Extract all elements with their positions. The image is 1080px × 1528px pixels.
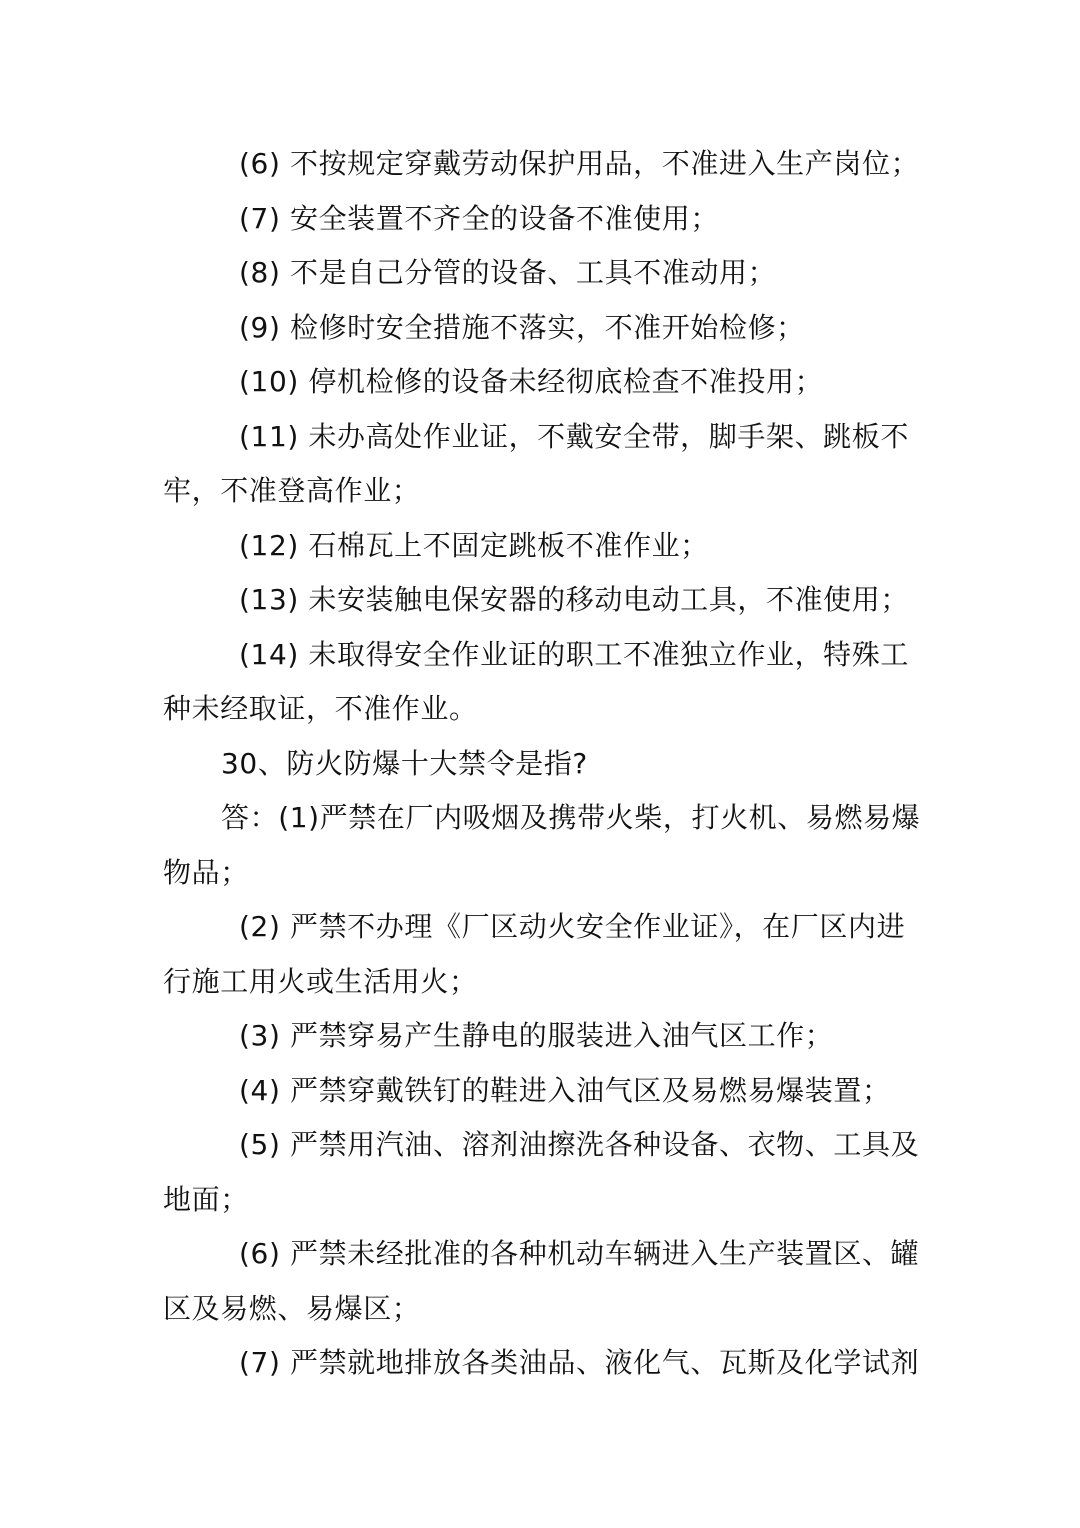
answer-item-4: (4) 严禁穿戴铁钉的鞋进入油气区及易燃易爆装置； <box>239 1073 891 1107</box>
rule-item-13: (13) 未安装触电保安器的移动电动工具，不准使用； <box>239 583 909 616</box>
rule-item-11: (11) 未办高处作业证，不戴安全带，脚手架、跳板不牢，不准登高作业； <box>163 419 909 507</box>
rule-item-8: (8) 不是自己分管的设备、工具不准动用； <box>239 256 777 289</box>
answer-item-6: (6) 严禁未经批准的各种机动车辆进入生产装置区、罐区及易燃、易爆区； <box>163 1237 920 1325</box>
rule-item-10: (10) 停机检修的设备未经彻底检查不准投用； <box>239 365 824 398</box>
rule-item-14: (14) 未取得安全作业证的职工不准独立作业，特殊工种未经取证，不准作业。 <box>163 637 909 725</box>
answer-item-5: (5) 严禁用汽油、溶剂油擦洗各种设备、衣物、工具及地面； <box>163 1128 920 1216</box>
answer-item-7: (7) 严禁就地排放各类油品、液化气、瓦斯及化学试剂 <box>239 1346 920 1379</box>
rule-item-6: (6) 不按规定穿戴劳动保护用品，不准进入生产岗位； <box>239 147 920 180</box>
answer-item-3: (3) 严禁穿易产生静电的服装进入油气区工作； <box>239 1019 834 1052</box>
question-30: 30、防火防爆十大禁令是指? <box>221 746 588 780</box>
rule-item-7: (7) 安全装置不齐全的设备不准使用； <box>239 201 719 235</box>
document-body <box>163 137 921 1391</box>
answer-item-2: (2) 严禁不办理《厂区动火安全作业证》，在厂区内进行施工用火或生活用火； <box>163 910 906 998</box>
rule-item-9: (9) 检修时安全措施不落实，不准开始检修； <box>239 310 805 344</box>
answer-item-1: 答：(1)严禁在厂内吸烟及携带火柴，打火机、易燃易爆物品； <box>163 801 921 889</box>
rule-item-12: (12) 石棉瓦上不固定跳板不准作业； <box>239 528 709 562</box>
